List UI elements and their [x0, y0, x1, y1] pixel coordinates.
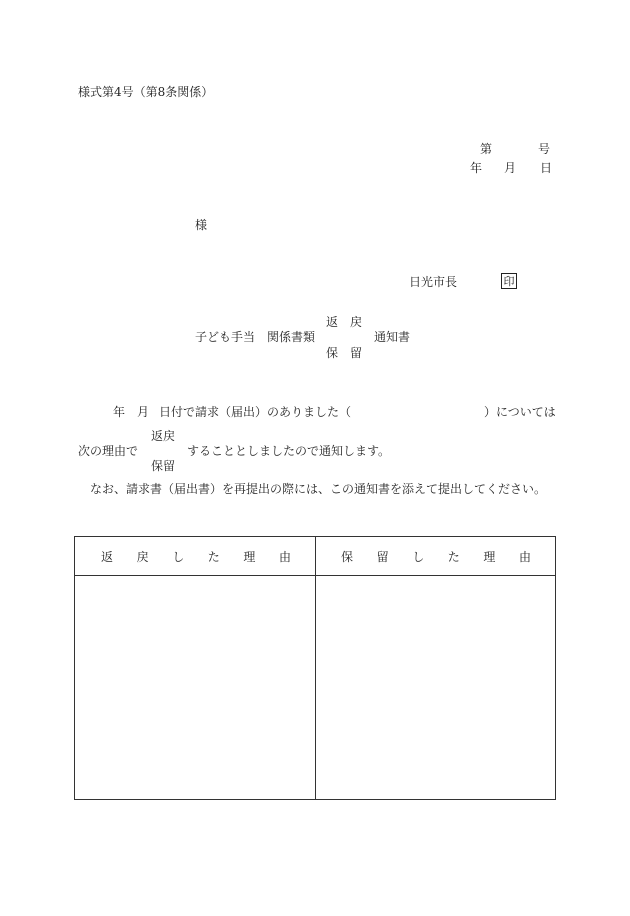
return-header-char-5: 理: [243, 550, 256, 564]
body-option-hold: 保留: [151, 459, 176, 473]
body-resubmission-note: なお、請求書（届出書）を再提出の際には、この通知書を添えて提出してください。: [90, 482, 547, 496]
hold-reason-cell[interactable]: [316, 576, 555, 799]
form-number: 様式第4号（第8条関係）: [78, 85, 214, 99]
hold-header-char-5: 理: [483, 550, 496, 564]
date-year-label: 年: [470, 161, 483, 175]
addressee-honorific: 様: [195, 218, 208, 232]
reason-table: [74, 536, 556, 800]
document-number-prefix: 第: [480, 142, 493, 156]
title-option-return-char-1: 返: [326, 315, 339, 329]
document-number-suffix: 号: [538, 142, 551, 156]
return-reason-header: [101, 550, 291, 564]
title-option-hold-char-2: 留: [349, 346, 362, 360]
title-prefix: 子ども手当 関係書類: [195, 330, 316, 344]
body-line2-start: 次の理由で: [78, 444, 139, 458]
title-option-return: [326, 316, 362, 328]
title-option-return-char-2: 戻: [349, 315, 362, 329]
body-line2-end: することとしましたので通知します。: [187, 444, 391, 458]
return-header-char-4: た: [207, 550, 220, 564]
sender-title: 日光市長: [409, 275, 458, 289]
hold-header-char-4: た: [447, 550, 460, 564]
hold-header-char-6: 由: [518, 550, 531, 564]
body-month-label: 月: [137, 405, 150, 419]
date-month-label: 月: [504, 161, 517, 175]
return-header-char-1: 返: [101, 550, 114, 564]
hold-reason-header: [341, 550, 531, 564]
title-suffix: 通知書: [374, 330, 411, 344]
return-header-char-6: 由: [278, 550, 291, 564]
body-request-text: 日付で請求（届出）のありました（: [159, 405, 352, 419]
body-line1-end: ）については: [484, 405, 556, 419]
return-header-char-3: し: [172, 550, 185, 564]
body-option-return: 返戻: [151, 429, 176, 443]
hold-header-char-2: 留: [376, 550, 389, 564]
hold-header-char-3: し: [412, 550, 425, 564]
return-header-char-2: 戻: [136, 550, 149, 564]
title-option-hold-char-1: 保: [326, 346, 339, 360]
seal-mark: 印: [501, 273, 517, 289]
return-reason-cell[interactable]: [75, 576, 315, 799]
hold-header-char-1: 保: [341, 550, 354, 564]
title-option-hold: [326, 347, 362, 359]
body-year-label: 年: [113, 405, 126, 419]
date-day-label: 日: [540, 161, 553, 175]
